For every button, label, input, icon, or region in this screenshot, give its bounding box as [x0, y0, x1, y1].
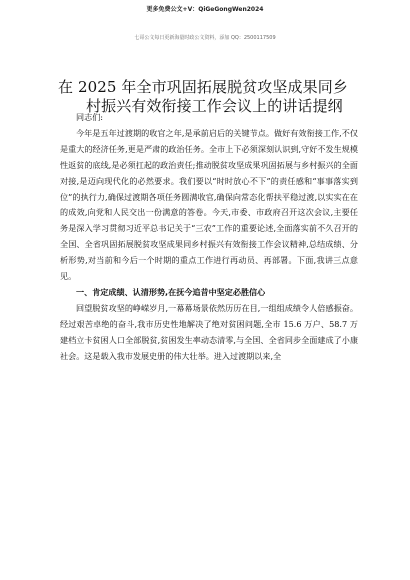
paragraph-1: 今年是五年过渡期的收官之年,是承前启后的关键节点。做好有效衔接工作,不仅是重大的经济任务,更是严肃的政治任务。全市上下必须深刻认识到,守好不发生规模性返贫的底线,是必须扛起的政治责任;推动脱贫攻坚成果巩固拓展与乡村振兴的全面对接,是迈向现代化的必然要求。我们要以“时时放心不下”的责任感和“事事落实到位”的执行力,确保过渡期各项任务圆满收官,确保向常态化帮扶平稳过渡,以实实在在的成效,向党和人民交出一份满意的答卷。今天,市委、市政府召开这次会议,主要任务是深入学习贯彻习近平总书记关于“三农”工作的重要论述,全面落实前不久召开的全国、全省巩固拓展脱贫攻坚成果同乡村振兴有效衔接工作会议精神,总结成绩、分析形势,对当前和今后一个时期的重点工作进行再动员、再部署。下面,我讲三点意见。 [60, 127, 358, 282]
title-line-1: 在 2025 年全市巩固拓展脱贫攻坚成果同乡 [58, 78, 348, 96]
section-heading-1: 一、肯定成绩、认清形势,在抚今追昔中坚定必胜信心 [76, 286, 266, 297]
promo-subheader: 七哥公文每日更新海量时政公文资料，添加 QQ：2500117509 [134, 35, 276, 41]
salutation: 同志们: [76, 112, 104, 122]
title-line-2: 村振兴有效衔接工作会议上的讲话提纲 [86, 97, 343, 115]
paragraph-2: 回望脱贫攻坚的峥嵘岁月,一幕幕场景依然历历在目,一组组成绩令人倍感振奋。经过艰苦卓绝的奋斗,我市历史性地解决了绝对贫困问题,全市 15.6 万户、58.7 万建档立卡贫困人口全部脱贫,贫困发生率动态清零,与全国、全省同步全面建成了小康社会。这是载入我市发展史册的伟大壮举。进入过渡期以来,全 [60, 302, 358, 361]
promo-header: 更多免费公文+V：QiGeGongWen2024 [146, 6, 264, 13]
document-body [60, 110, 358, 365]
